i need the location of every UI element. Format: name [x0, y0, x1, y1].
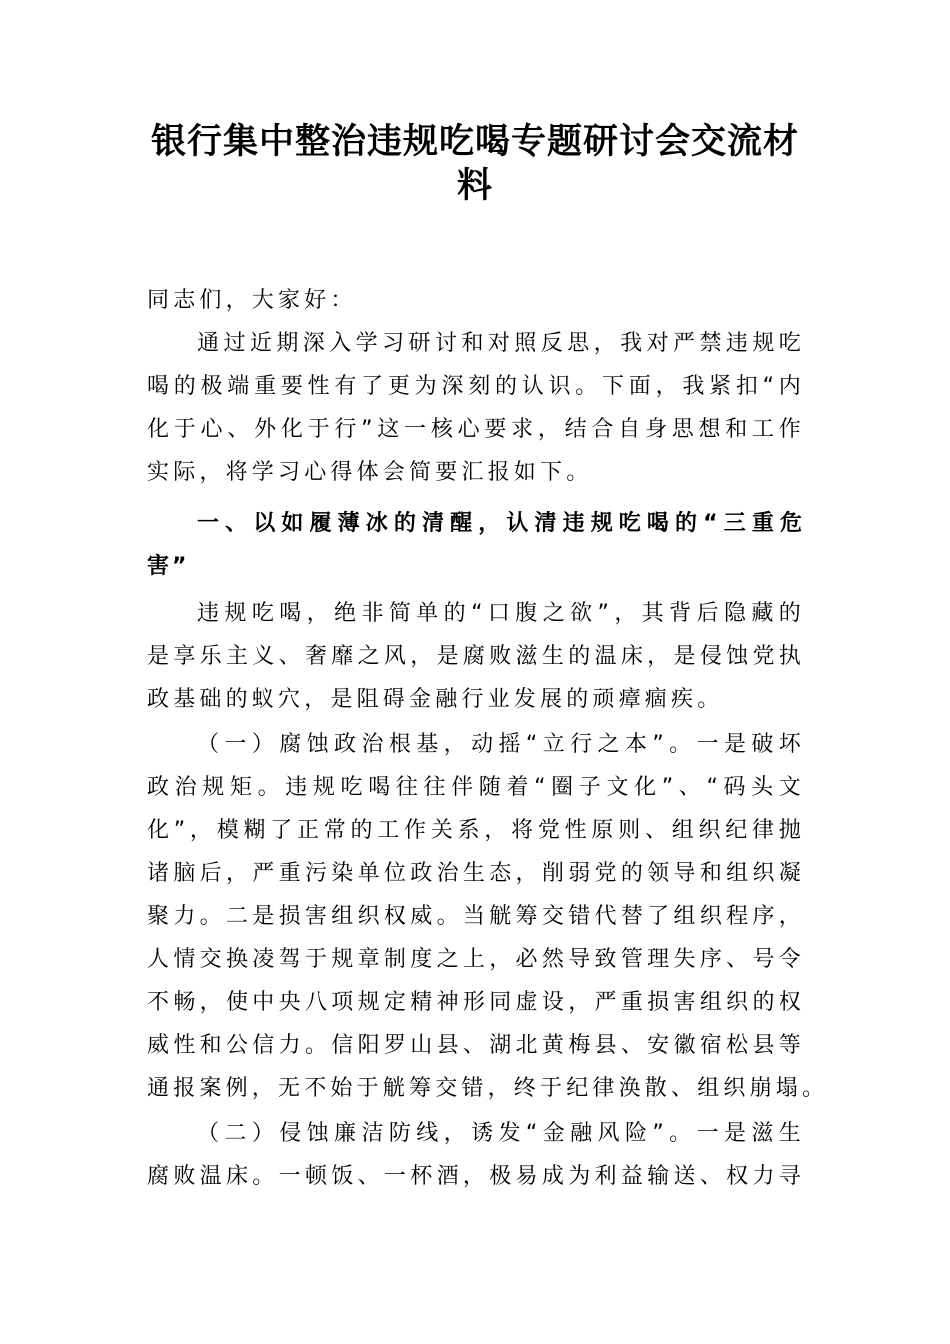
document-title-line-1: 银行集中整治违规吃喝专题研讨会交流材 [150, 122, 799, 162]
section-intro-line: 政基础的蚁穴，是阻碍金融行业发展的顽瘴痼疾。 [147, 687, 724, 712]
intro-line: 实际，将学习心得体会简要汇报如下。 [147, 460, 593, 485]
subsection-1-line: 威性和公信力。信阳罗山县、湖北黄梅县、安徽宿松县等 [147, 1033, 805, 1058]
subsection-1-line: 聚力。二是损害组织权威。当觥筹交错代替了组织程序， [147, 904, 805, 929]
subsection-2-line: （二）侵蚀廉洁防线，诱发“金融风险”。一是滋生 [197, 1121, 805, 1146]
section-heading: 害” [147, 554, 190, 579]
subsection-1-line: 人情交换凌驾于规章制度之上，必然导致管理失序、号令 [147, 947, 805, 972]
greeting: 同志们，大家好： [147, 288, 357, 313]
intro-line: 通过近期深入学习研讨和对照反思，我对严禁违规吃 [197, 331, 805, 356]
section-intro-line: 违规吃喝，绝非简单的“口腹之欲”，其背后隐藏的 [197, 601, 805, 626]
document-title-line-2: 料 [456, 166, 493, 206]
subsection-1-line: 化”，模糊了正常的工作关系，将党性原则、组织纪律抛 [147, 818, 805, 843]
subsection-1-line: 政治规矩。违规吃喝往往伴随着“圈子文化”、“码头文 [147, 775, 805, 800]
section-intro-line: 是享乐主义、奢靡之风，是腐败滋生的温床，是侵蚀党执 [147, 644, 805, 669]
intro-line: 化于心、外化于行”这一核心要求，结合自身思想和工作 [147, 417, 805, 442]
subsection-1-line: 不畅，使中央八项规定精神形同虚设，严重损害组织的权 [147, 990, 805, 1015]
intro-line: 喝的极端重要性有了更为深刻的认识。下面，我紧扣“内 [147, 374, 805, 399]
subsection-1-line: 通报案例，无不始于觥筹交错，终于纪律涣散、组织崩塌。 [147, 1076, 829, 1101]
subsection-1-line: （一）腐蚀政治根基，动摇“立行之本”。一是破坏 [197, 732, 805, 757]
subsection-2-line: 腐败温床。一顿饭、一杯酒，极易成为利益输送、权力寻 [147, 1164, 805, 1189]
subsection-1-line: 诸脑后，严重污染单位政治生态，削弱党的领导和组织凝 [147, 861, 805, 886]
section-heading: 一、以如履薄冰的清醒，认清违规吃喝的“三重危 [197, 511, 805, 536]
